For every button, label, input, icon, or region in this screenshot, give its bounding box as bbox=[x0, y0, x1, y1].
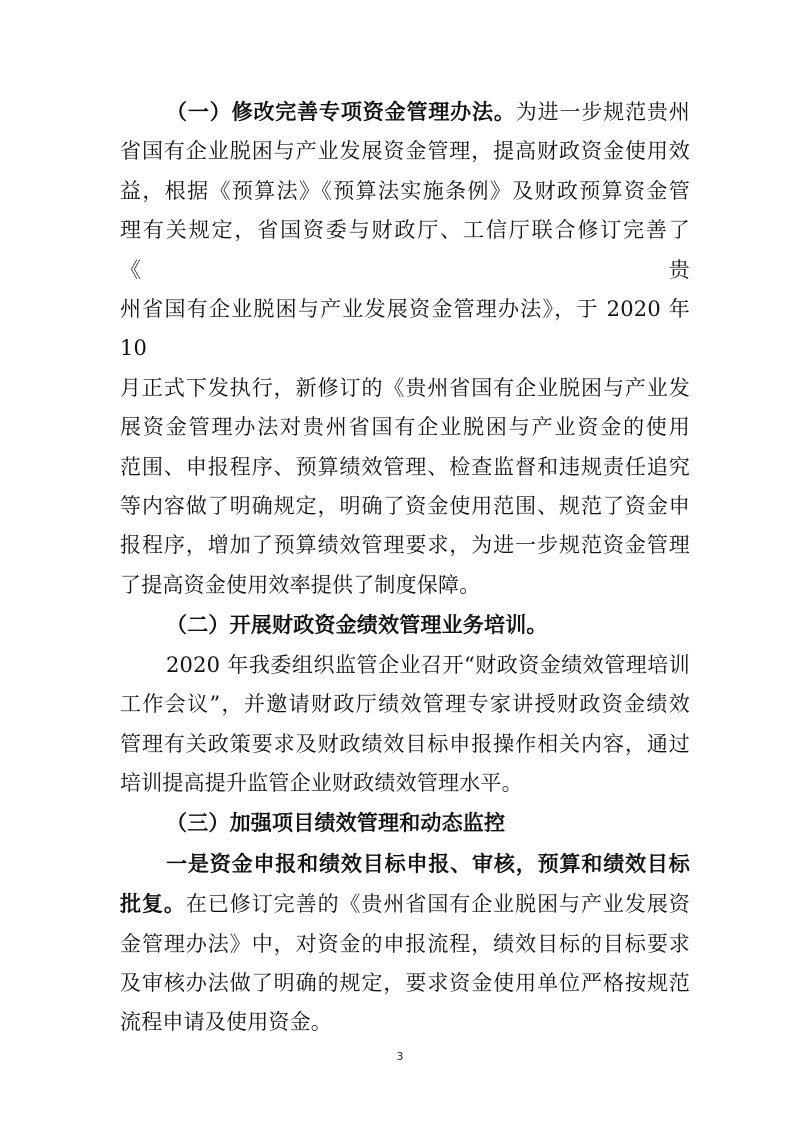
text-line: 州省国有企业脱困与产业发展资金管理办法》，于 2020 年 10 bbox=[120, 297, 690, 361]
page-number: 3 bbox=[396, 1050, 404, 1063]
text-line: 流程申请及使用资金。 bbox=[120, 1010, 332, 1035]
paragraph-2 bbox=[120, 646, 690, 804]
paragraph-1 bbox=[120, 92, 690, 605]
text-line: 批复。在已修订完善的《贵州省国有企业脱困与产业发展资 bbox=[120, 891, 690, 917]
body-text bbox=[120, 92, 690, 1043]
text-line: （一）修改完善专项资金管理办法。为进一步规范贵州 bbox=[166, 99, 690, 124]
text-line: 理有关规定，省国资委与财政厅、工信厅联合修订完善了《贵 bbox=[120, 218, 690, 282]
text-line: 范围、申报程序、预算绩效管理、检查监督和违规责任追究 bbox=[120, 454, 690, 479]
paragraph-3 bbox=[120, 844, 690, 1043]
section-heading-3 bbox=[120, 803, 690, 843]
text-line: （三）加强项目绩效管理和动态监控 bbox=[166, 810, 506, 836]
text-line: 培训提高提升监管企业财政绩效管理水平。 bbox=[120, 770, 523, 795]
text-line: 等内容做了明确规定，明确了资金使用范围、规范了资金申 bbox=[120, 494, 690, 519]
text-line: 管理有关政策要求及财政绩效目标申报操作相关内容，通过 bbox=[120, 731, 690, 756]
text-line: 了提高资金使用效率提供了制度保障。 bbox=[120, 572, 481, 597]
text-line: 益，根据《预算法》《预算法实施条例》及财政预算资金管 bbox=[120, 178, 690, 203]
text-line: 金管理办法》中，对资金的申报流程，绩效目标的目标要求 bbox=[120, 931, 690, 956]
text-line: 及审核办法做了明确的规定，要求资金使用单位严格按规范 bbox=[120, 970, 690, 995]
text-line: 一是资金申报和绩效目标申报、审核，预算和绩效目标 bbox=[166, 850, 690, 876]
text-line: 工作会议”，并邀请财政厅绩效管理专家讲授财政资金绩效 bbox=[120, 692, 690, 717]
text-line: 报程序，增加了预算绩效管理要求，为进一步规范资金管理 bbox=[120, 533, 690, 558]
text-line: 2020 年我委组织监管企业召开“财政资金绩效管理培训 bbox=[166, 652, 690, 677]
text-line: 月正式下发执行，新修订的《贵州省国有企业脱困与产业发 bbox=[120, 375, 690, 400]
text-line: 省国有企业脱困与产业发展资金管理，提高财政资金使用效 bbox=[120, 139, 690, 164]
section-heading-2 bbox=[120, 605, 690, 645]
text-line: （二）开展财政资金绩效管理业务培训。 bbox=[166, 612, 548, 638]
text-line: 展资金管理办法对贵州省国有企业脱困与产业资金的使用 bbox=[120, 415, 690, 440]
